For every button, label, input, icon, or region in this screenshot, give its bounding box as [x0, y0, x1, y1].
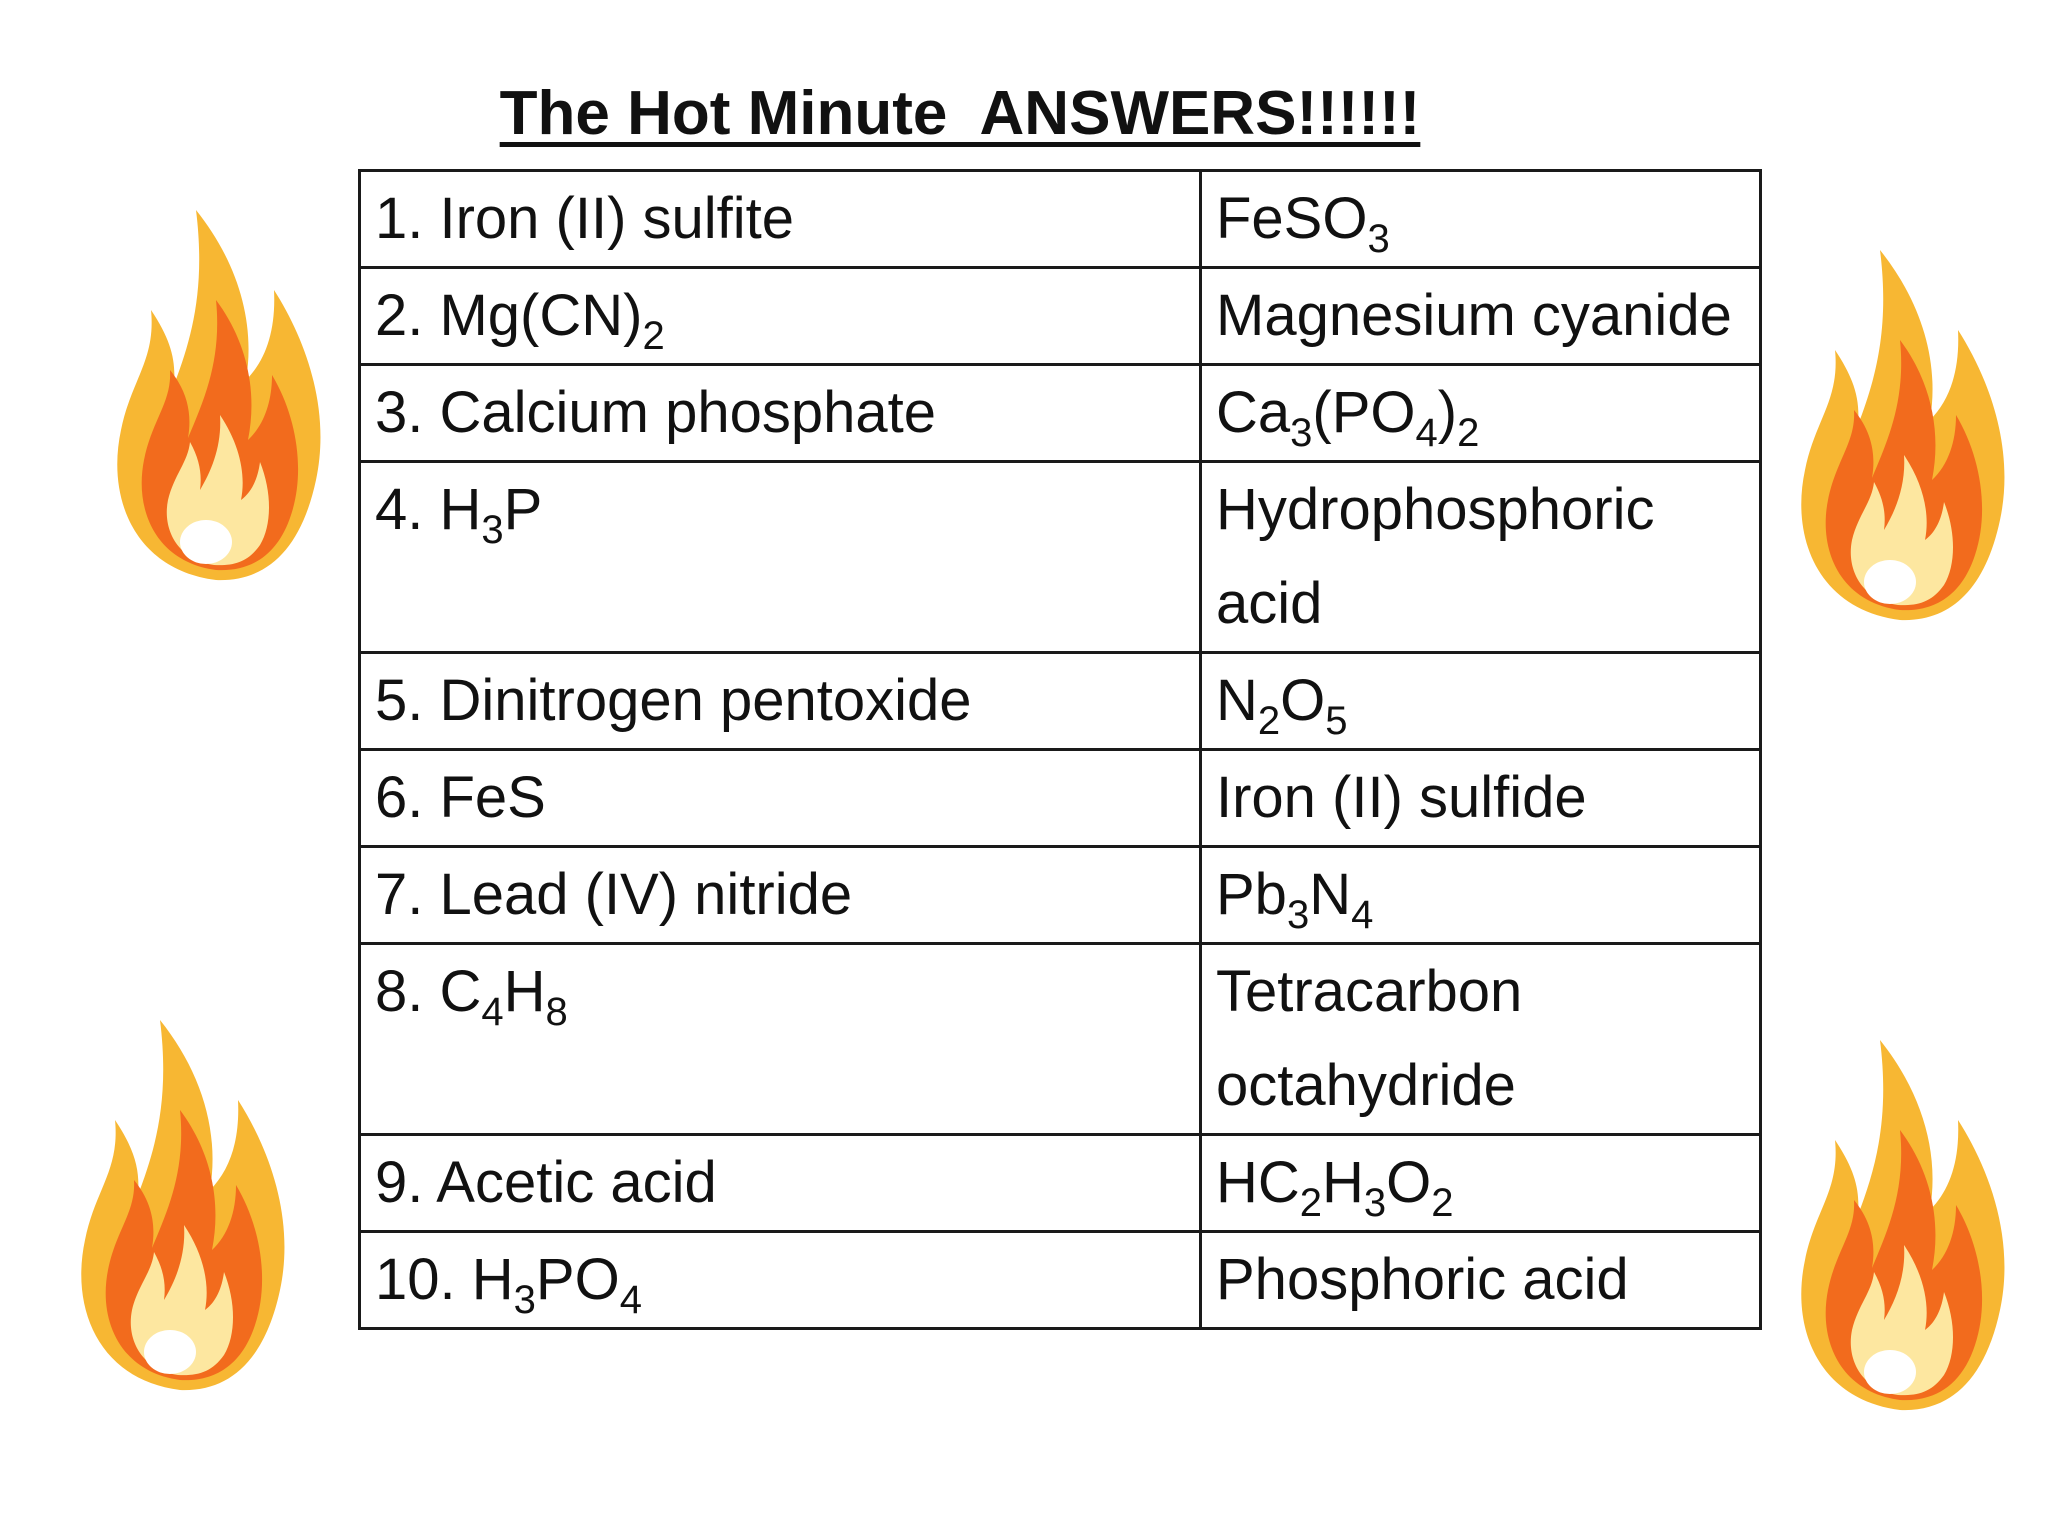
subscript: 4: [619, 1278, 642, 1322]
subscript: 3: [1290, 411, 1313, 455]
subscript: 2: [1457, 411, 1480, 455]
cell-text: FeSO: [1216, 186, 1368, 251]
cell-text: O: [1386, 1150, 1432, 1215]
answer-cell: [1201, 750, 1761, 847]
table-row: [360, 268, 1761, 365]
flame-icon: [96, 170, 336, 590]
subscript: 3: [513, 1278, 536, 1322]
answers-table-body: [360, 171, 1761, 1329]
cell-text: 9. Acetic acid: [375, 1150, 717, 1215]
cell-text: 5. Dinitrogen pentoxide: [375, 668, 972, 733]
subscript: 2: [1257, 699, 1281, 743]
table-row: [360, 847, 1761, 944]
subscript: 4: [1415, 411, 1438, 455]
subscript: 4: [481, 990, 504, 1034]
table-row: [360, 750, 1761, 847]
table-row: [360, 462, 1761, 653]
table-row: [360, 171, 1761, 268]
cell-text: H: [503, 959, 546, 1024]
question-cell: [360, 653, 1201, 750]
cell-text: 2. Mg(CN): [375, 283, 643, 348]
cell-text: 1. Iron (II) sulfite: [375, 186, 795, 251]
cell-text: Hydrophosphoric acid: [1216, 477, 1655, 636]
cell-text: P: [503, 477, 543, 542]
question-cell: [360, 847, 1201, 944]
subscript: 3: [1286, 893, 1310, 937]
cell-text: ): [1437, 380, 1458, 445]
cell-text: 7. Lead (IV) nitride: [375, 862, 853, 927]
subscript: 2: [1431, 1181, 1454, 1225]
page-title: The Hot Minute ANSWERS!!!!!!: [499, 79, 1421, 148]
table-row: [360, 365, 1761, 462]
question-cell: [360, 1232, 1201, 1329]
cell-text: Iron (II) sulfide: [1216, 765, 1587, 830]
answer-cell: [1201, 847, 1761, 944]
question-cell: [360, 268, 1201, 365]
cell-text: Tetracarbon octahydride: [1216, 959, 1523, 1118]
question-cell: [360, 1135, 1201, 1232]
subscript: 3: [481, 508, 504, 552]
cell-text: Phosphoric acid: [1216, 1247, 1629, 1312]
cell-text: 6. FeS: [375, 765, 546, 830]
cell-text: N: [1216, 668, 1258, 733]
answer-cell: [1201, 462, 1761, 653]
flame-icon: [1780, 210, 2020, 630]
question-cell: [360, 171, 1201, 268]
table-row: [360, 944, 1761, 1135]
flame-icon: [1780, 1000, 2020, 1420]
question-cell: [360, 750, 1201, 847]
answer-cell: [1201, 944, 1761, 1135]
cell-text: 10. H: [375, 1247, 514, 1312]
table-row: [360, 653, 1761, 750]
question-cell: [360, 365, 1201, 462]
subscript: 2: [642, 314, 665, 358]
cell-text: Pb: [1216, 862, 1287, 927]
answer-cell: [1201, 1135, 1761, 1232]
cell-text: HC: [1216, 1150, 1300, 1215]
subscript: 3: [1367, 217, 1390, 261]
cell-text: Ca: [1216, 380, 1291, 445]
question-cell: [360, 944, 1201, 1135]
cell-text: O: [1280, 668, 1326, 733]
answer-cell: [1201, 171, 1761, 268]
answer-cell: [1201, 365, 1761, 462]
cell-text: H: [1322, 1150, 1364, 1215]
cell-text: 4. H: [375, 477, 482, 542]
table-row: [360, 1135, 1761, 1232]
table-row: [360, 1232, 1761, 1329]
cell-text: PO: [535, 1247, 620, 1312]
answers-table: [358, 169, 1762, 1330]
cell-text: N: [1309, 862, 1352, 927]
cell-text: 3. Calcium phosphate: [375, 380, 936, 445]
answer-cell: [1201, 268, 1761, 365]
subscript: 8: [545, 990, 568, 1034]
subscript: 4: [1351, 893, 1374, 937]
question-cell: [360, 462, 1201, 653]
subscript: 3: [1363, 1181, 1387, 1225]
subscript: 2: [1299, 1181, 1323, 1225]
answer-cell: [1201, 653, 1761, 750]
flame-icon: [60, 980, 300, 1400]
cell-text: 8. C: [375, 959, 482, 1024]
cell-text: Magnesium cyanide: [1216, 283, 1732, 348]
cell-text: (PO: [1312, 380, 1416, 445]
answer-cell: [1201, 1232, 1761, 1329]
subscript: 5: [1325, 699, 1348, 743]
